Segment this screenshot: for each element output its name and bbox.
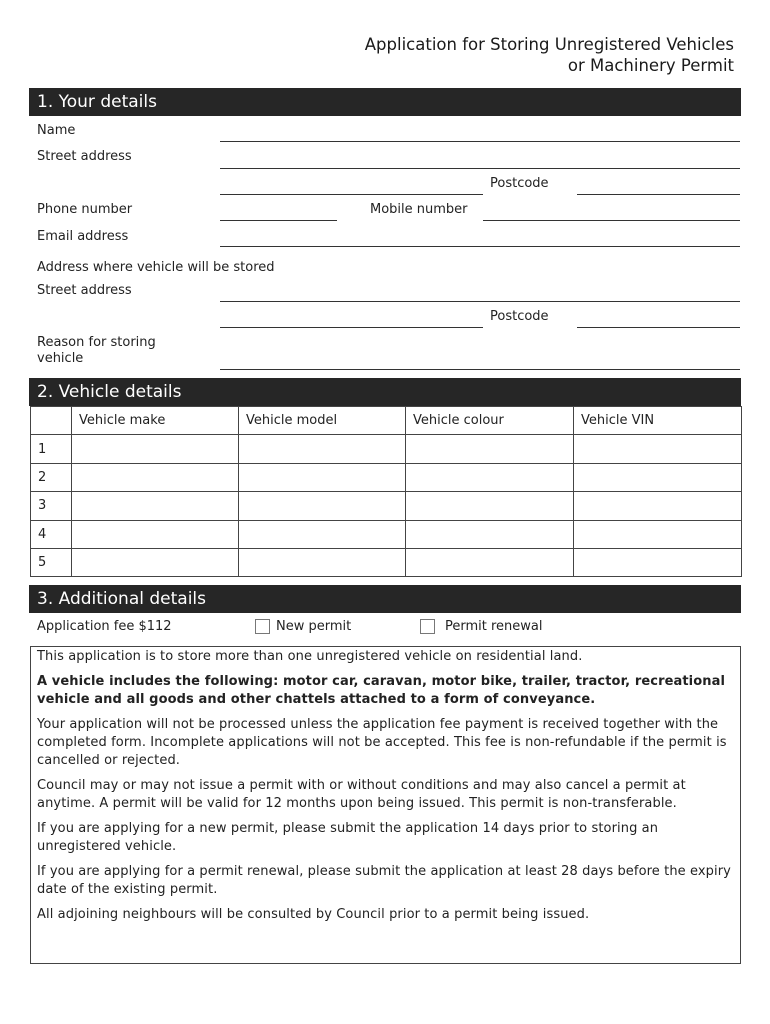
- phone-number-label: Phone number: [37, 202, 133, 217]
- street-address-field[interactable]: [220, 168, 740, 169]
- reason-field[interactable]: [220, 369, 740, 370]
- vehicle-vin-cell[interactable]: [574, 492, 742, 520]
- table-row: [31, 520, 742, 548]
- vehicle-model-cell[interactable]: [239, 435, 406, 463]
- street-address-field-2[interactable]: [220, 194, 483, 195]
- column-header-vehicle-model: Vehicle model: [239, 407, 406, 435]
- phone-number-field[interactable]: [220, 220, 337, 221]
- storage-postcode-label: Postcode: [490, 309, 549, 324]
- vehicle-make-cell[interactable]: [72, 548, 239, 576]
- new-permit-label: New permit: [276, 619, 352, 634]
- vehicle-vin-cell[interactable]: [574, 435, 742, 463]
- vehicle-model-cell[interactable]: [239, 492, 406, 520]
- table-row: [31, 492, 742, 520]
- column-header-vehicle-vin: Vehicle VIN: [574, 407, 742, 435]
- vehicle-model-cell[interactable]: [239, 520, 406, 548]
- email-address-label: Email address: [37, 229, 129, 244]
- vehicle-colour-cell[interactable]: [406, 463, 574, 491]
- application-fee-label: Application fee $112: [37, 619, 172, 634]
- storage-street-address-field[interactable]: [220, 301, 740, 302]
- form-title: [365, 34, 734, 76]
- info-paragraph-vehicle-definition: A vehicle includes the following: motor car, caravan, motor bike, trailer, tractor, recreational vehicle and all goods and other chattels attached to a form of conveyance.: [37, 674, 726, 707]
- name-label: Name: [37, 123, 76, 138]
- form-title-line2: or Machinery Permit: [567, 56, 734, 75]
- table-row: [31, 435, 742, 463]
- postcode-field[interactable]: [577, 194, 740, 195]
- vehicle-model-cell[interactable]: [239, 463, 406, 491]
- vehicle-table-header: [31, 407, 742, 435]
- storage-address-heading: Address where vehicle will be stored: [37, 260, 275, 275]
- vehicle-colour-cell[interactable]: [406, 520, 574, 548]
- storage-street-address-field-2[interactable]: [220, 327, 483, 328]
- info-paragraph: Council may or may not issue a permit with or without conditions and may also cancel a permit at anytime. A permit will be valid for 12 months upon being issued. This permit is non-transferable.: [37, 778, 686, 811]
- vehicle-model-cell[interactable]: [239, 548, 406, 576]
- row-number: 1: [31, 435, 72, 463]
- email-address-field[interactable]: [220, 246, 740, 247]
- mobile-number-label: Mobile number: [370, 202, 468, 217]
- storage-street-address-label: Street address: [37, 283, 132, 298]
- row-number: 5: [31, 548, 72, 576]
- mobile-number-field[interactable]: [483, 220, 740, 221]
- info-paragraph: All adjoining neighbours will be consulted by Council prior to a permit being issued.: [37, 907, 590, 922]
- vehicle-table: [30, 406, 742, 577]
- vehicle-make-cell[interactable]: [72, 520, 239, 548]
- reason-label: Reason for storing vehicle: [37, 335, 156, 366]
- vehicle-make-cell[interactable]: [72, 492, 239, 520]
- info-paragraph: Your application will not be processed unless the application fee payment is received together with the completed form. Incomplete applications will not be accepted. This fee is non-refundable if the permit is cancelled or rejected.: [37, 717, 727, 768]
- row-number: 2: [31, 463, 72, 491]
- info-paragraph: If you are applying for a permit renewal, please submit the application at least 28 days before the expiry date of the existing permit.: [37, 864, 731, 897]
- column-header-vehicle-colour: Vehicle colour: [406, 407, 574, 435]
- column-header-number: [31, 407, 72, 435]
- table-row: [31, 463, 742, 491]
- section-heading-additional-details: 3. Additional details: [29, 585, 741, 613]
- postcode-label: Postcode: [490, 176, 549, 191]
- new-permit-checkbox[interactable]: [255, 619, 270, 634]
- vehicle-make-cell[interactable]: [72, 435, 239, 463]
- vehicle-colour-cell[interactable]: [406, 435, 574, 463]
- vehicle-colour-cell[interactable]: [406, 492, 574, 520]
- vehicle-vin-cell[interactable]: [574, 463, 742, 491]
- vehicle-colour-cell[interactable]: [406, 548, 574, 576]
- table-row: [31, 548, 742, 576]
- section-heading-your-details: 1. Your details: [29, 88, 741, 116]
- vehicle-make-cell[interactable]: [72, 463, 239, 491]
- column-header-vehicle-make: Vehicle make: [72, 407, 239, 435]
- permit-renewal-checkbox[interactable]: [420, 619, 435, 634]
- row-number: 3: [31, 492, 72, 520]
- street-address-label: Street address: [37, 149, 132, 164]
- info-paragraph: This application is to store more than one unregistered vehicle on residential land.: [37, 649, 583, 664]
- information-box: [30, 646, 741, 964]
- form-title-line1: Application for Storing Unregistered Vehicles: [364, 35, 734, 54]
- name-field[interactable]: [220, 141, 740, 142]
- info-paragraph: If you are applying for a new permit, please submit the application 14 days prior to storing an unregistered vehicle.: [37, 821, 659, 854]
- section-heading-vehicle-details: 2. Vehicle details: [29, 378, 741, 406]
- storage-postcode-field[interactable]: [577, 327, 740, 328]
- vehicle-vin-cell[interactable]: [574, 548, 742, 576]
- vehicle-vin-cell[interactable]: [574, 520, 742, 548]
- permit-renewal-label: Permit renewal: [445, 619, 543, 634]
- row-number: 4: [31, 520, 72, 548]
